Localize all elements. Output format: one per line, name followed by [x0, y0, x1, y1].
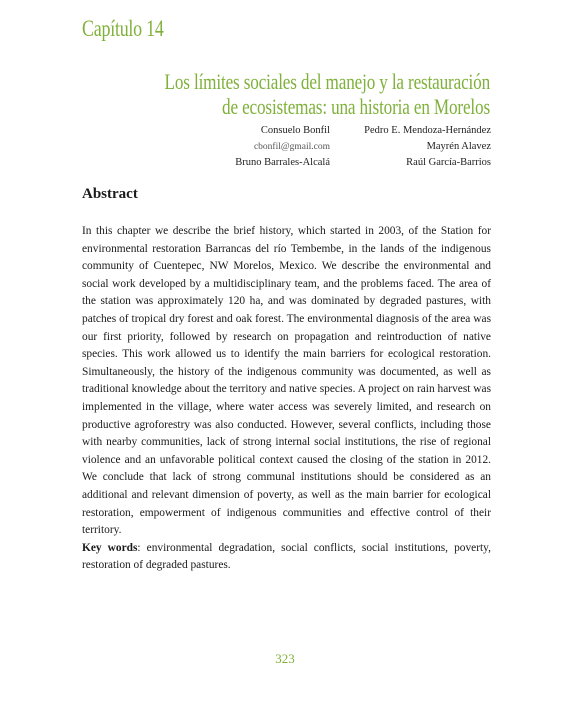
title-line-2: de ecosistemas: una historia en Morelos	[222, 94, 490, 119]
abstract-heading: Abstract	[82, 186, 138, 202]
page-number: 323	[275, 651, 295, 666]
author-name: Consuelo Bonfil	[260, 125, 330, 136]
author-name: Bruno Barrales-Alcalá	[235, 157, 330, 168]
author-row	[200, 155, 491, 171]
author-block	[200, 123, 491, 171]
keywords-text: : environmental degradation, social conflicts, social institutions, poverty, restoration of degraded pastures.	[82, 541, 491, 572]
chapter-label: Capítulo 14	[82, 16, 164, 41]
keywords	[82, 540, 491, 575]
chapter-title	[70, 69, 490, 119]
author-row	[200, 139, 491, 155]
abstract-paragraph: In this chapter we describe the brief history, which started in 2003, of the Station for environmental restoration Barrancas del río Tembembe, in the lands of the indigenous community of Cuentepec, NW Morelos, Mexico. We describe the environmental and social work developed by a multidisciplinary team, and the problems faced. The area of the station was approximately 120 ha, and was dominated by degraded pastures, with patches of tropical dry forest and oak forest. The environmental diagnosis of the area was our first priority, followed by research on propagation and reintroduction of native species. This work allowed us to identify the main barriers for ecological restoration. Simultaneously, the history of the indigenous community was documented, as well as traditional knowledge about the territory and native species. A project on rain harvest was implemented in the village, where water access was severely limited, and research on productive agroforestry was also conducted. However, several conflicts, including those with nearby communities, lack of strong internal social institutions, the rise of regional violence and an unfavorable political context caused the closing of the station in 2012. We conclude that lack of strong communal institutions should be considered as an additional and relevant dimension of poverty, as well as the main barrier for ecological restoration, empowerment of indigenous communities and effective control of their territory.	[82, 225, 491, 537]
author-name: Mayrén Alavez	[426, 141, 491, 152]
author-name: Pedro E. Mendoza-Hernández	[364, 125, 491, 136]
author-email[interactable]: cbonfil@gmail.com	[253, 142, 330, 152]
abstract-body	[82, 223, 491, 575]
title-line-1: Los límites sociales del manejo y la restauración	[164, 69, 490, 94]
author-name: Raúl García-Barrios	[406, 157, 491, 168]
keywords-label: Key words	[82, 541, 138, 554]
author-row	[200, 123, 491, 139]
